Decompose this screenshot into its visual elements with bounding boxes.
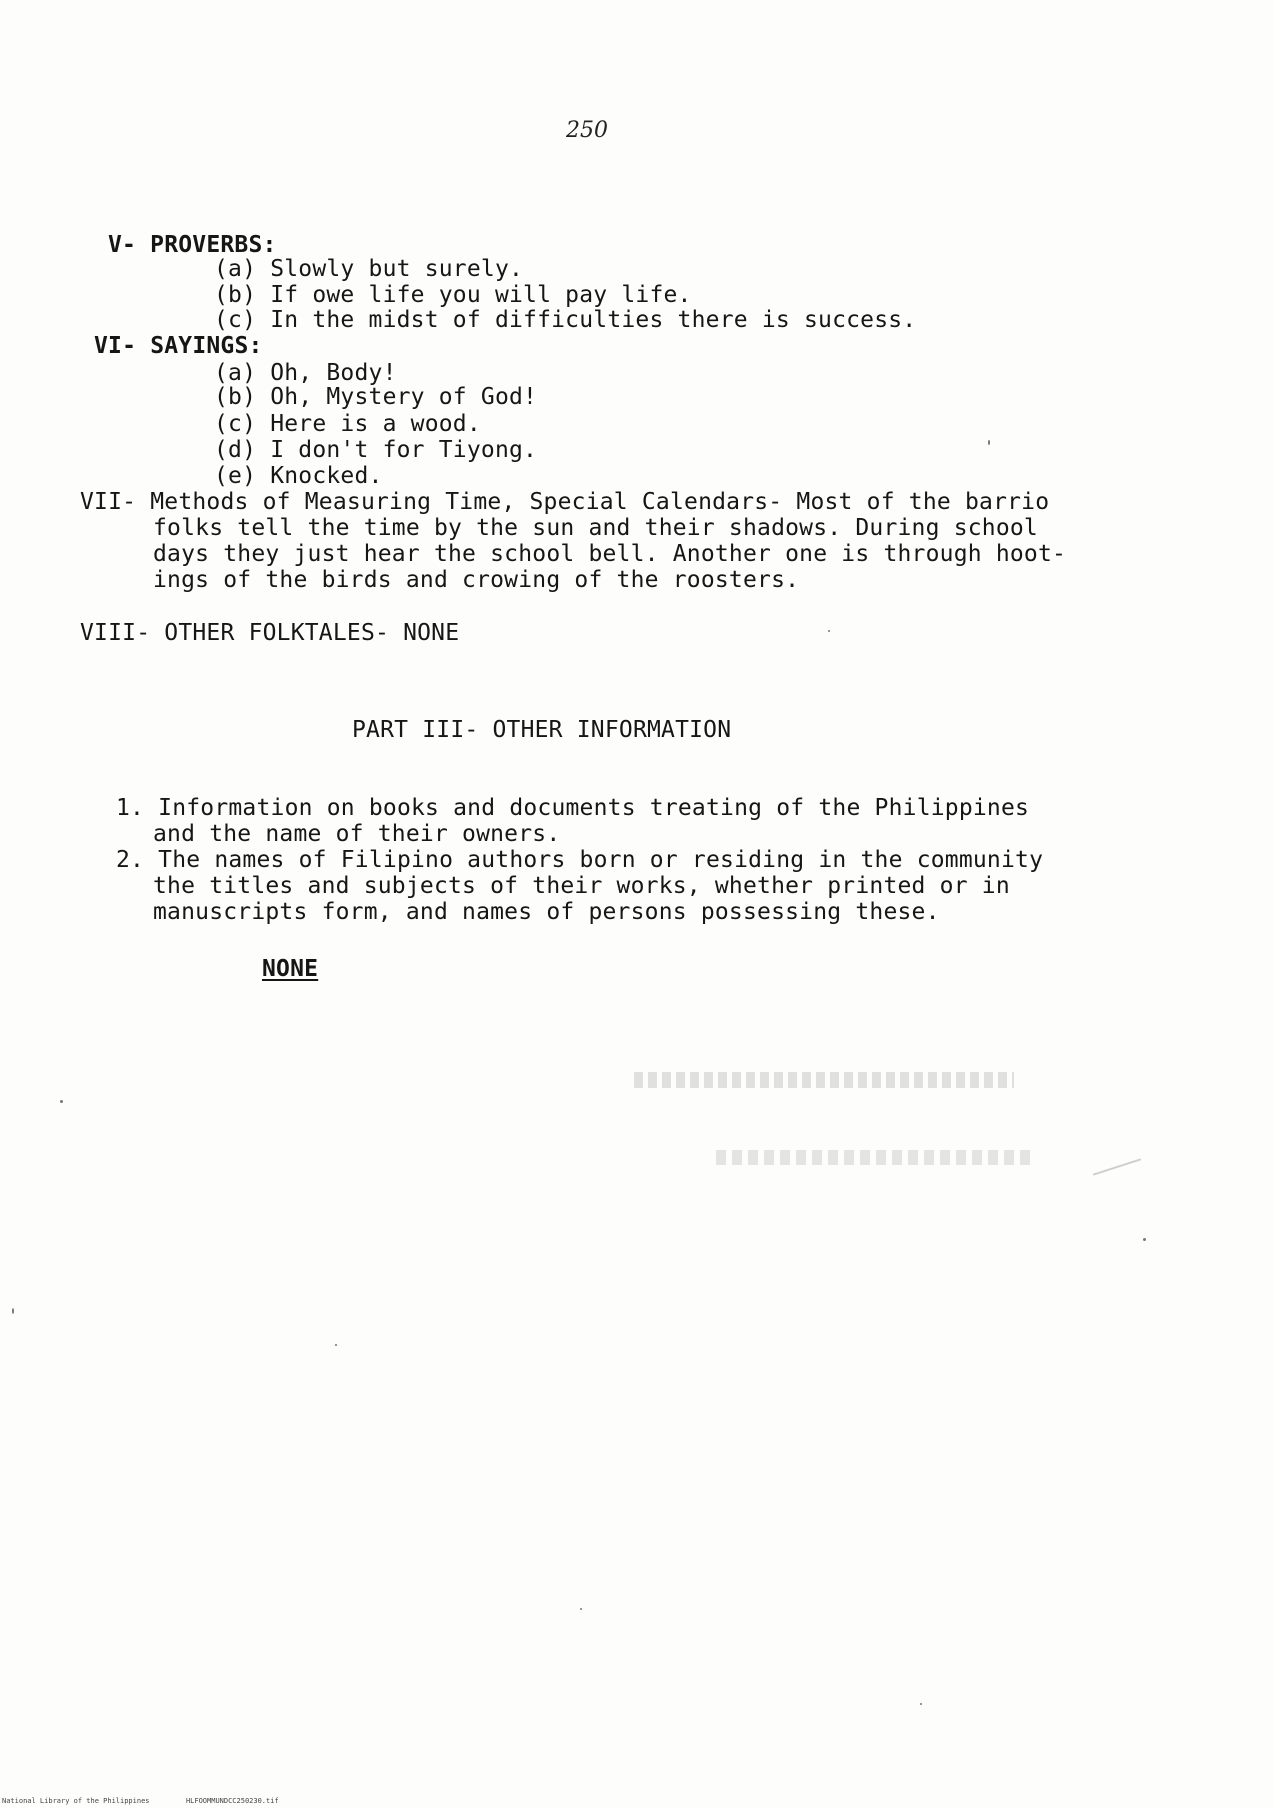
- scan-speck: [988, 440, 990, 445]
- part-three-item-line: the titles and subjects of their works, whether printed or in: [153, 873, 1010, 899]
- proverbs-heading: V- PROVERBS:: [108, 232, 277, 258]
- footer: [2, 1797, 279, 1805]
- signature-stroke: [1093, 1158, 1141, 1175]
- none-answer: NONE: [262, 956, 319, 982]
- faded-signature-line-1: [634, 1072, 1014, 1088]
- scan-speck: [335, 1344, 337, 1346]
- time-methods-line: VII- Methods of Measuring Time, Special Calendars- Most of the barrio: [80, 489, 1050, 515]
- part-three-item-line: manuscripts form, and names of persons possessing these.: [153, 899, 940, 925]
- time-methods-line: ings of the birds and crowing of the roosters.: [153, 567, 800, 593]
- proverb-item: (a) Slowly but surely.: [214, 256, 524, 282]
- scan-speck: [1143, 1238, 1146, 1241]
- scan-speck: [920, 1703, 922, 1705]
- saying-item: (e) Knocked.: [214, 463, 383, 489]
- saying-item: (c) Here is a wood.: [214, 411, 481, 437]
- time-methods-line: days they just hear the school bell. Another one is through hoot-: [153, 541, 1067, 567]
- page-number: 250: [566, 118, 608, 143]
- folktales-line: VIII- OTHER FOLKTALES- NONE: [80, 620, 460, 646]
- part-three-title: PART III- OTHER INFORMATION: [352, 717, 732, 743]
- scan-speck: [828, 630, 830, 632]
- faded-signature-line-2: [716, 1150, 1032, 1165]
- sayings-heading: VI- SAYINGS:: [94, 333, 263, 359]
- part-three-item-line: 2. The names of Filipino authors born or residing in the community: [116, 847, 1044, 873]
- scan-speck: [60, 1100, 63, 1103]
- footer-library: National Library of the Philippines: [2, 1797, 150, 1805]
- time-methods-line: folks tell the time by the sun and their shadows. During school: [153, 515, 1038, 541]
- scan-speck: [12, 1308, 14, 1314]
- scan-speck: [580, 1608, 582, 1610]
- proverb-item: (b) If owe life you will pay life.: [214, 282, 692, 308]
- part-three-item-line: and the name of their owners.: [153, 821, 561, 847]
- saying-item: (b) Oh, Mystery of God!: [214, 384, 538, 410]
- saying-item: (a) Oh, Body!: [214, 360, 397, 386]
- saying-item: (d) I don't for Tiyong.: [214, 437, 538, 463]
- footer-filename: HLFOOMMUNDCC250230.tif: [185, 1797, 279, 1805]
- proverb-item: (c) In the midst of difficulties there is success.: [214, 307, 917, 333]
- part-three-item-line: 1. Information on books and documents treating of the Philippines: [116, 795, 1030, 821]
